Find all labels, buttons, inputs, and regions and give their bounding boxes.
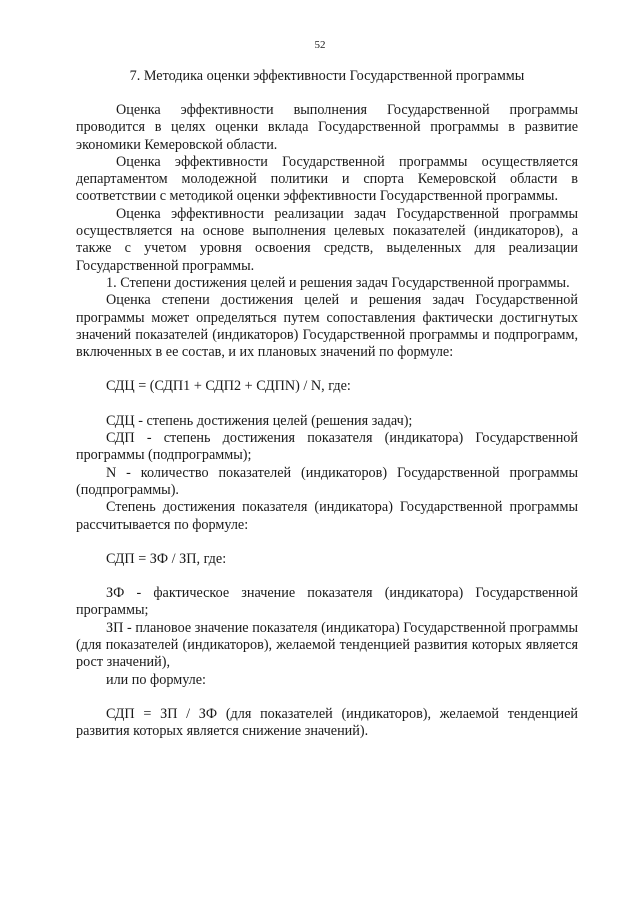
definition-sdp: СДП - степень достижения показателя (индикатора) Государственной программы (подпрограммы); <box>76 430 578 464</box>
paragraph-tasks: Оценка эффективности реализации задач Государственной программы осуществляется на основе выполнения целевых показателей (индикаторов), а также с учетом уровня освоения средств, выделенных для реализации Государственной программы. <box>76 205 578 274</box>
paragraph-responsible: Оценка эффективности Государственной программы осуществляется департаментом молодежной политики и спорта Кемеровской области в соответствии с методикой оценки эффективности Государственной программы. <box>76 153 578 205</box>
spacer <box>76 689 578 706</box>
spacer <box>76 361 578 378</box>
formula-sdp-decrease: СДП = ЗП / ЗФ (для показателей (индикаторов), желаемой тенденцией развития которых является снижение значений). <box>76 705 578 740</box>
spacer <box>76 534 578 551</box>
paragraph-degree: Степень достижения показателя (индикатора) Государственной программы рассчитывается по формуле: <box>76 499 578 533</box>
spacer <box>76 568 578 585</box>
paragraph-or-formula: или по формуле: <box>106 671 206 688</box>
formula-sdc: СДЦ = (СДП1 + СДП2 + СДПN) / N, где: <box>106 378 351 395</box>
section-title: 7. Методика оценки эффективности Государственной программы <box>129 68 525 84</box>
spacer <box>76 396 578 413</box>
definition-n: N - количество показателей (индикаторов) Государственной программы (подпрограммы). <box>76 464 578 498</box>
definition-sdc: СДЦ - степень достижения целей (решения задач); <box>106 412 413 429</box>
definition-zf: ЗФ - фактическое значение показателя (индикатора) Государственной программы; <box>76 585 578 619</box>
formula-sdp-growth: СДП = ЗФ / ЗП, где: <box>106 550 227 567</box>
page-number: 52 <box>314 39 326 51</box>
paragraph-heading-1: 1. Степени достижения целей и решения задач Государственной программы. <box>106 274 570 291</box>
paragraph-method: Оценка степени достижения целей и решения задач Государственной программы может определяться путем сопоставления фактически достигнутых значений показателей (индикаторов) Государственной программы и подпрограмм, включенных в ее состав, и их плановых значений по формуле: <box>76 292 578 361</box>
document-body <box>76 102 578 741</box>
definition-zp: ЗП - плановое значение показателя (индикатора) Государственной программы (для показателей (индикаторов), желаемой тенденцией развития которых является рост значений), <box>76 619 578 671</box>
paragraph-purpose: Оценка эффективности выполнения Государственной программы проводится в целях оценки вклада Государственной программы в развитие экономики Кемеровской области. <box>76 102 578 153</box>
